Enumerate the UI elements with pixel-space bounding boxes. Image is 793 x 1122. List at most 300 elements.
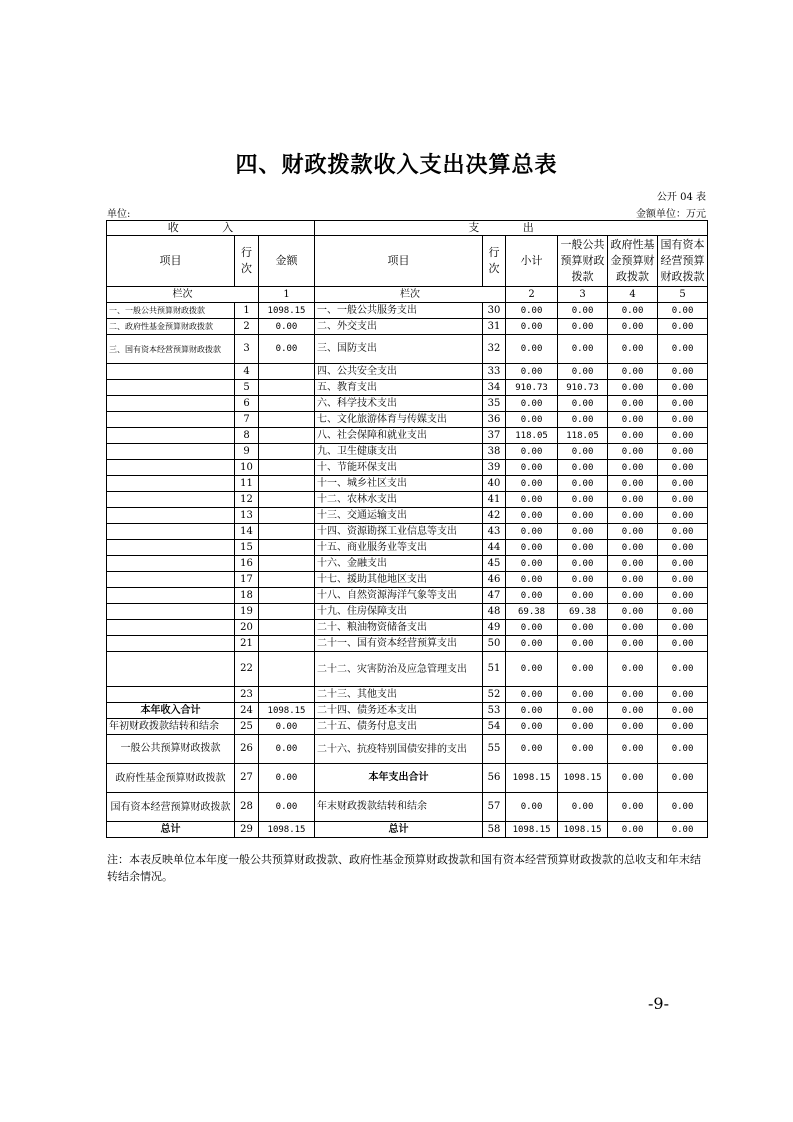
index-2: 2 bbox=[506, 287, 558, 303]
state-capital-amount-cell: 0.00 bbox=[658, 492, 708, 508]
general-budget-amount-cell: 1098.15 bbox=[558, 764, 608, 793]
gov-fund-amount-cell: 0.00 bbox=[608, 620, 658, 636]
gov-fund-amount-cell: 0.00 bbox=[608, 444, 658, 460]
income-item-cell bbox=[107, 652, 235, 687]
expense-item-cell: 九、卫生健康支出 bbox=[315, 444, 483, 460]
income-row-no-cell: 13 bbox=[235, 508, 259, 524]
income-item-cell bbox=[107, 687, 235, 703]
table-row bbox=[107, 303, 708, 319]
income-row-no-cell: 10 bbox=[235, 460, 259, 476]
expense-row-no-cell: 55 bbox=[483, 735, 506, 764]
subtotal-cell: 910.73 bbox=[506, 380, 558, 396]
income-row-no-cell: 5 bbox=[235, 380, 259, 396]
income-amount-cell: 1098.15 bbox=[259, 303, 315, 319]
expense-row-no-cell: 54 bbox=[483, 719, 506, 735]
income-row-no-cell: 16 bbox=[235, 556, 259, 572]
income-amount-cell bbox=[259, 380, 315, 396]
table-body bbox=[107, 303, 708, 838]
expense-row-no-cell: 57 bbox=[483, 793, 506, 822]
page-title: 四、财政拨款收入支出决算总表 bbox=[235, 153, 558, 178]
expense-row-no-cell: 46 bbox=[483, 572, 506, 588]
expense-row-no-cell: 32 bbox=[483, 335, 506, 364]
income-item-cell bbox=[107, 396, 235, 412]
subtotal-cell: 0.00 bbox=[506, 620, 558, 636]
income-item-cell: 总计 bbox=[107, 822, 235, 838]
income-row-no-cell: 6 bbox=[235, 396, 259, 412]
gov-fund-amount-cell: 0.00 bbox=[608, 412, 658, 428]
table-row bbox=[107, 380, 708, 396]
subtotal-cell: 1098.15 bbox=[506, 764, 558, 793]
expense-row-no-cell: 33 bbox=[483, 364, 506, 380]
subtotal-header: 小计 bbox=[506, 236, 558, 287]
index-5: 5 bbox=[658, 287, 708, 303]
gov-fund-amount-cell: 0.00 bbox=[608, 364, 658, 380]
income-item-header: 项目 bbox=[107, 236, 235, 287]
table-row bbox=[107, 492, 708, 508]
expense-item-cell: 本年支出合计 bbox=[315, 764, 483, 793]
state-capital-amount-cell: 0.00 bbox=[658, 428, 708, 444]
state-capital-header: 国有资本经营预算财政拨款 bbox=[658, 236, 708, 287]
expense-item-cell: 三、国防支出 bbox=[315, 335, 483, 364]
income-amount-cell: 0.00 bbox=[259, 719, 315, 735]
expense-row-no-cell: 38 bbox=[483, 444, 506, 460]
table-row bbox=[107, 444, 708, 460]
income-row-no-cell: 23 bbox=[235, 687, 259, 703]
expense-item-cell: 十三、交通运输支出 bbox=[315, 508, 483, 524]
gov-fund-amount-cell: 0.00 bbox=[608, 492, 658, 508]
income-amount-cell bbox=[259, 652, 315, 687]
table-row bbox=[107, 540, 708, 556]
gov-fund-amount-cell: 0.00 bbox=[608, 335, 658, 364]
income-item-cell bbox=[107, 524, 235, 540]
expense-item-cell: 五、教育支出 bbox=[315, 380, 483, 396]
gov-fund-amount-cell: 0.00 bbox=[608, 396, 658, 412]
income-amount-cell bbox=[259, 572, 315, 588]
state-capital-amount-cell: 0.00 bbox=[658, 572, 708, 588]
expense-item-cell: 二十三、其他支出 bbox=[315, 687, 483, 703]
subtotal-cell: 1098.15 bbox=[506, 822, 558, 838]
budget-summary-table bbox=[106, 220, 708, 838]
expense-row-no-cell: 30 bbox=[483, 303, 506, 319]
table-row bbox=[107, 524, 708, 540]
table-row bbox=[107, 620, 708, 636]
income-amount-cell: 0.00 bbox=[259, 335, 315, 364]
income-amount-cell bbox=[259, 524, 315, 540]
income-amount-cell bbox=[259, 412, 315, 428]
subtotal-cell: 0.00 bbox=[506, 793, 558, 822]
state-capital-amount-cell: 0.00 bbox=[658, 719, 708, 735]
unit-label: 单位: bbox=[107, 209, 131, 220]
income-item-cell bbox=[107, 492, 235, 508]
income-item-cell bbox=[107, 460, 235, 476]
expense-row-no-cell: 53 bbox=[483, 703, 506, 719]
table-row bbox=[107, 604, 708, 620]
income-row-no-cell: 1 bbox=[235, 303, 259, 319]
state-capital-amount-cell: 0.00 bbox=[658, 652, 708, 687]
expense-item-cell: 二十、粮油物资储备支出 bbox=[315, 620, 483, 636]
state-capital-amount-cell: 0.00 bbox=[658, 460, 708, 476]
expense-row-no-cell: 49 bbox=[483, 620, 506, 636]
expense-row-no-cell: 50 bbox=[483, 636, 506, 652]
state-capital-amount-cell: 0.00 bbox=[658, 319, 708, 335]
subtotal-cell: 0.00 bbox=[506, 412, 558, 428]
income-row-no-cell: 7 bbox=[235, 412, 259, 428]
general-budget-amount-cell: 0.00 bbox=[558, 412, 608, 428]
state-capital-amount-cell: 0.00 bbox=[658, 764, 708, 793]
income-amount-cell bbox=[259, 620, 315, 636]
income-amount-cell bbox=[259, 460, 315, 476]
income-item-cell: 一、一般公共预算财政拨款 bbox=[107, 303, 235, 319]
income-amount-cell bbox=[259, 428, 315, 444]
table-row bbox=[107, 636, 708, 652]
income-item-cell bbox=[107, 540, 235, 556]
general-budget-amount-cell: 0.00 bbox=[558, 444, 608, 460]
general-budget-amount-cell: 0.00 bbox=[558, 588, 608, 604]
subtotal-cell: 0.00 bbox=[506, 703, 558, 719]
income-amount-cell bbox=[259, 604, 315, 620]
income-item-cell bbox=[107, 380, 235, 396]
state-capital-amount-cell: 0.00 bbox=[658, 335, 708, 364]
gov-fund-amount-cell: 0.00 bbox=[608, 588, 658, 604]
income-row-no-cell: 17 bbox=[235, 572, 259, 588]
state-capital-amount-cell: 0.00 bbox=[658, 364, 708, 380]
state-capital-amount-cell: 0.00 bbox=[658, 476, 708, 492]
gov-fund-amount-cell: 0.00 bbox=[608, 540, 658, 556]
general-budget-amount-cell: 0.00 bbox=[558, 793, 608, 822]
table-row bbox=[107, 412, 708, 428]
subtotal-cell: 69.38 bbox=[506, 604, 558, 620]
income-amount-cell bbox=[259, 636, 315, 652]
general-budget-amount-cell: 0.00 bbox=[558, 492, 608, 508]
expense-row-no-cell: 34 bbox=[483, 380, 506, 396]
table-row bbox=[107, 764, 708, 793]
expense-item-cell: 十二、农林水支出 bbox=[315, 492, 483, 508]
column-header-row bbox=[107, 236, 708, 287]
table-row bbox=[107, 508, 708, 524]
expense-item-cell: 十七、援助其他地区支出 bbox=[315, 572, 483, 588]
state-capital-amount-cell: 0.00 bbox=[658, 703, 708, 719]
expense-row-no-cell: 51 bbox=[483, 652, 506, 687]
state-capital-amount-cell: 0.00 bbox=[658, 303, 708, 319]
expense-row-no-header: 行次 bbox=[483, 236, 506, 287]
general-budget-header: 一般公共预算财政拨款 bbox=[558, 236, 608, 287]
general-budget-amount-cell: 0.00 bbox=[558, 508, 608, 524]
state-capital-amount-cell: 0.00 bbox=[658, 604, 708, 620]
expense-item-cell: 二十六、抗疫特别国债安排的支出 bbox=[315, 735, 483, 764]
state-capital-amount-cell: 0.00 bbox=[658, 508, 708, 524]
subtotal-cell: 0.00 bbox=[506, 444, 558, 460]
form-number: 公开 04 表 bbox=[656, 192, 706, 203]
page-number: -9- bbox=[648, 994, 669, 1013]
expense-item-cell: 二十四、债务还本支出 bbox=[315, 703, 483, 719]
income-row-no-cell: 20 bbox=[235, 620, 259, 636]
general-budget-amount-cell: 0.00 bbox=[558, 476, 608, 492]
table-row bbox=[107, 719, 708, 735]
table-row bbox=[107, 588, 708, 604]
income-amount-cell: 1098.15 bbox=[259, 703, 315, 719]
income-item-cell: 一般公共预算财政拨款 bbox=[107, 735, 235, 764]
subtotal-cell: 0.00 bbox=[506, 572, 558, 588]
expense-item-cell: 十五、商业服务业等支出 bbox=[315, 540, 483, 556]
table-row bbox=[107, 735, 708, 764]
general-budget-amount-cell: 0.00 bbox=[558, 687, 608, 703]
general-budget-amount-cell: 0.00 bbox=[558, 703, 608, 719]
expense-row-no-cell: 42 bbox=[483, 508, 506, 524]
expense-item-cell: 十四、资源勘探工业信息等支出 bbox=[315, 524, 483, 540]
gov-fund-amount-cell: 0.00 bbox=[608, 604, 658, 620]
income-amount-cell: 0.00 bbox=[259, 764, 315, 793]
income-amount-header: 金额 bbox=[259, 236, 315, 287]
table-row bbox=[107, 460, 708, 476]
expense-row-no-cell: 39 bbox=[483, 460, 506, 476]
subtotal-cell: 0.00 bbox=[506, 492, 558, 508]
general-budget-amount-cell: 0.00 bbox=[558, 524, 608, 540]
income-item-cell bbox=[107, 636, 235, 652]
state-capital-amount-cell: 0.00 bbox=[658, 556, 708, 572]
income-row-no-cell: 15 bbox=[235, 540, 259, 556]
general-budget-amount-cell: 0.00 bbox=[558, 396, 608, 412]
column-index-row bbox=[107, 287, 708, 303]
table-row bbox=[107, 335, 708, 364]
table-row bbox=[107, 793, 708, 822]
income-amount-cell bbox=[259, 444, 315, 460]
expense-item-cell: 二十五、债务付息支出 bbox=[315, 719, 483, 735]
income-row-no-cell: 18 bbox=[235, 588, 259, 604]
table-row bbox=[107, 556, 708, 572]
state-capital-amount-cell: 0.00 bbox=[658, 412, 708, 428]
subtotal-cell: 0.00 bbox=[506, 508, 558, 524]
income-amount-cell bbox=[259, 508, 315, 524]
income-row-no-cell: 28 bbox=[235, 793, 259, 822]
table-row bbox=[107, 364, 708, 380]
subtotal-cell: 0.00 bbox=[506, 652, 558, 687]
general-budget-amount-cell: 69.38 bbox=[558, 604, 608, 620]
gov-fund-amount-cell: 0.00 bbox=[608, 319, 658, 335]
income-row-no-cell: 29 bbox=[235, 822, 259, 838]
state-capital-amount-cell: 0.00 bbox=[658, 822, 708, 838]
income-item-cell: 国有资本经营预算财政拨款 bbox=[107, 793, 235, 822]
table-row bbox=[107, 652, 708, 687]
income-item-cell bbox=[107, 620, 235, 636]
expense-item-header: 项目 bbox=[315, 236, 483, 287]
general-budget-amount-cell: 0.00 bbox=[558, 364, 608, 380]
income-row-no-cell: 26 bbox=[235, 735, 259, 764]
income-row-no-cell: 3 bbox=[235, 335, 259, 364]
expense-row-no-cell: 58 bbox=[483, 822, 506, 838]
income-amount-cell bbox=[259, 540, 315, 556]
gov-fund-amount-cell: 0.00 bbox=[608, 822, 658, 838]
state-capital-amount-cell: 0.00 bbox=[658, 540, 708, 556]
expense-row-no-cell: 52 bbox=[483, 687, 506, 703]
gov-fund-amount-cell: 0.00 bbox=[608, 764, 658, 793]
general-budget-amount-cell: 0.00 bbox=[558, 303, 608, 319]
gov-fund-header: 政府性基金预算财政拨款 bbox=[608, 236, 658, 287]
table-row bbox=[107, 476, 708, 492]
state-capital-amount-cell: 0.00 bbox=[658, 793, 708, 822]
state-capital-amount-cell: 0.00 bbox=[658, 444, 708, 460]
expense-row-no-cell: 31 bbox=[483, 319, 506, 335]
income-amount-cell bbox=[259, 396, 315, 412]
income-section-header: 收 入 bbox=[107, 221, 315, 236]
income-row-no-header: 行次 bbox=[235, 236, 259, 287]
income-item-cell: 本年收入合计 bbox=[107, 703, 235, 719]
income-row-no-cell: 22 bbox=[235, 652, 259, 687]
income-row-no-cell: 14 bbox=[235, 524, 259, 540]
gov-fund-amount-cell: 0.00 bbox=[608, 460, 658, 476]
expense-item-cell: 二、外交支出 bbox=[315, 319, 483, 335]
state-capital-amount-cell: 0.00 bbox=[658, 687, 708, 703]
income-item-cell bbox=[107, 364, 235, 380]
income-index-label: 栏次 bbox=[107, 287, 259, 303]
income-amount-cell: 0.00 bbox=[259, 793, 315, 822]
income-row-no-cell: 11 bbox=[235, 476, 259, 492]
income-amount-cell bbox=[259, 687, 315, 703]
subtotal-cell: 0.00 bbox=[506, 303, 558, 319]
gov-fund-amount-cell: 0.00 bbox=[608, 687, 658, 703]
state-capital-amount-cell: 0.00 bbox=[658, 396, 708, 412]
general-budget-amount-cell: 0.00 bbox=[558, 735, 608, 764]
expense-row-no-cell: 47 bbox=[483, 588, 506, 604]
income-row-no-cell: 19 bbox=[235, 604, 259, 620]
income-item-cell bbox=[107, 508, 235, 524]
general-budget-amount-cell: 0.00 bbox=[558, 620, 608, 636]
subtotal-cell: 0.00 bbox=[506, 524, 558, 540]
income-amount-cell bbox=[259, 492, 315, 508]
expense-item-cell: 六、科学技术支出 bbox=[315, 396, 483, 412]
gov-fund-amount-cell: 0.00 bbox=[608, 572, 658, 588]
expense-row-no-cell: 56 bbox=[483, 764, 506, 793]
expense-item-cell: 一、一般公共服务支出 bbox=[315, 303, 483, 319]
gov-fund-amount-cell: 0.00 bbox=[608, 735, 658, 764]
gov-fund-amount-cell: 0.00 bbox=[608, 508, 658, 524]
expense-row-no-cell: 40 bbox=[483, 476, 506, 492]
table-row bbox=[107, 428, 708, 444]
income-row-no-cell: 9 bbox=[235, 444, 259, 460]
index-3: 3 bbox=[558, 287, 608, 303]
income-item-cell bbox=[107, 476, 235, 492]
state-capital-amount-cell: 0.00 bbox=[658, 380, 708, 396]
income-amount-cell: 0.00 bbox=[259, 319, 315, 335]
gov-fund-amount-cell: 0.00 bbox=[608, 428, 658, 444]
income-row-no-cell: 2 bbox=[235, 319, 259, 335]
income-item-cell bbox=[107, 572, 235, 588]
subtotal-cell: 0.00 bbox=[506, 636, 558, 652]
income-item-cell: 政府性基金预算财政拨款 bbox=[107, 764, 235, 793]
subtotal-cell: 0.00 bbox=[506, 556, 558, 572]
subtotal-cell: 0.00 bbox=[506, 319, 558, 335]
income-amount-cell: 0.00 bbox=[259, 735, 315, 764]
table-row bbox=[107, 396, 708, 412]
income-row-no-cell: 25 bbox=[235, 719, 259, 735]
income-amount-cell: 1098.15 bbox=[259, 822, 315, 838]
income-row-no-cell: 4 bbox=[235, 364, 259, 380]
general-budget-amount-cell: 0.00 bbox=[558, 540, 608, 556]
income-row-no-cell: 24 bbox=[235, 703, 259, 719]
gov-fund-amount-cell: 0.00 bbox=[608, 652, 658, 687]
income-row-no-cell: 27 bbox=[235, 764, 259, 793]
expense-row-no-cell: 35 bbox=[483, 396, 506, 412]
income-item-cell: 年初财政拨款结转和结余 bbox=[107, 719, 235, 735]
general-budget-amount-cell: 118.05 bbox=[558, 428, 608, 444]
expense-row-no-cell: 43 bbox=[483, 524, 506, 540]
subtotal-cell: 0.00 bbox=[506, 719, 558, 735]
subtotal-cell: 0.00 bbox=[506, 460, 558, 476]
expense-item-cell: 七、文化旅游体育与传媒支出 bbox=[315, 412, 483, 428]
income-item-cell: 二、政府性基金预算财政拨款 bbox=[107, 319, 235, 335]
subtotal-cell: 0.00 bbox=[506, 396, 558, 412]
general-budget-amount-cell: 0.00 bbox=[558, 636, 608, 652]
income-item-cell bbox=[107, 428, 235, 444]
subtotal-cell: 0.00 bbox=[506, 364, 558, 380]
general-budget-amount-cell: 0.00 bbox=[558, 572, 608, 588]
gov-fund-amount-cell: 0.00 bbox=[608, 524, 658, 540]
subtotal-cell: 0.00 bbox=[506, 687, 558, 703]
general-budget-amount-cell: 0.00 bbox=[558, 719, 608, 735]
general-budget-amount-cell: 0.00 bbox=[558, 319, 608, 335]
index-4: 4 bbox=[608, 287, 658, 303]
subtotal-cell: 0.00 bbox=[506, 540, 558, 556]
gov-fund-amount-cell: 0.00 bbox=[608, 476, 658, 492]
expense-item-cell: 总计 bbox=[315, 822, 483, 838]
expense-item-cell: 十、节能环保支出 bbox=[315, 460, 483, 476]
gov-fund-amount-cell: 0.00 bbox=[608, 703, 658, 719]
expense-item-cell: 八、社会保障和就业支出 bbox=[315, 428, 483, 444]
state-capital-amount-cell: 0.00 bbox=[658, 620, 708, 636]
expense-row-no-cell: 36 bbox=[483, 412, 506, 428]
expense-row-no-cell: 48 bbox=[483, 604, 506, 620]
money-unit: 金额单位：万元 bbox=[636, 209, 706, 220]
income-row-no-cell: 8 bbox=[235, 428, 259, 444]
gov-fund-amount-cell: 0.00 bbox=[608, 793, 658, 822]
gov-fund-amount-cell: 0.00 bbox=[608, 556, 658, 572]
expense-item-cell: 年末财政拨款结转和结余 bbox=[315, 793, 483, 822]
income-amount-cell bbox=[259, 588, 315, 604]
expense-row-no-cell: 45 bbox=[483, 556, 506, 572]
expense-item-cell: 四、公共安全支出 bbox=[315, 364, 483, 380]
expense-item-cell: 十八、自然资源海洋气象等支出 bbox=[315, 588, 483, 604]
gov-fund-amount-cell: 0.00 bbox=[608, 636, 658, 652]
expense-item-cell: 二十一、国有资本经营预算支出 bbox=[315, 636, 483, 652]
general-budget-amount-cell: 1098.15 bbox=[558, 822, 608, 838]
expense-item-cell: 十一、城乡社区支出 bbox=[315, 476, 483, 492]
general-budget-amount-cell: 0.00 bbox=[558, 460, 608, 476]
table-row bbox=[107, 703, 708, 719]
gov-fund-amount-cell: 0.00 bbox=[608, 719, 658, 735]
income-amount-cell bbox=[259, 556, 315, 572]
state-capital-amount-cell: 0.00 bbox=[658, 524, 708, 540]
subtotal-cell: 118.05 bbox=[506, 428, 558, 444]
income-row-no-cell: 21 bbox=[235, 636, 259, 652]
expense-item-cell: 二十二、灾害防治及应急管理支出 bbox=[315, 652, 483, 687]
income-item-cell bbox=[107, 604, 235, 620]
general-budget-amount-cell: 0.00 bbox=[558, 556, 608, 572]
table-row bbox=[107, 687, 708, 703]
expense-item-cell: 十六、金融支出 bbox=[315, 556, 483, 572]
income-item-cell bbox=[107, 588, 235, 604]
gov-fund-amount-cell: 0.00 bbox=[608, 303, 658, 319]
expense-index-label: 栏次 bbox=[315, 287, 506, 303]
income-item-cell bbox=[107, 412, 235, 428]
subtotal-cell: 0.00 bbox=[506, 735, 558, 764]
table-row bbox=[107, 822, 708, 838]
section-header-row bbox=[107, 221, 708, 236]
income-amount-cell bbox=[259, 476, 315, 492]
general-budget-amount-cell: 910.73 bbox=[558, 380, 608, 396]
subtotal-cell: 0.00 bbox=[506, 335, 558, 364]
income-item-cell bbox=[107, 556, 235, 572]
expense-section-header: 支 出 bbox=[315, 221, 708, 236]
expense-item-cell: 十九、住房保障支出 bbox=[315, 604, 483, 620]
